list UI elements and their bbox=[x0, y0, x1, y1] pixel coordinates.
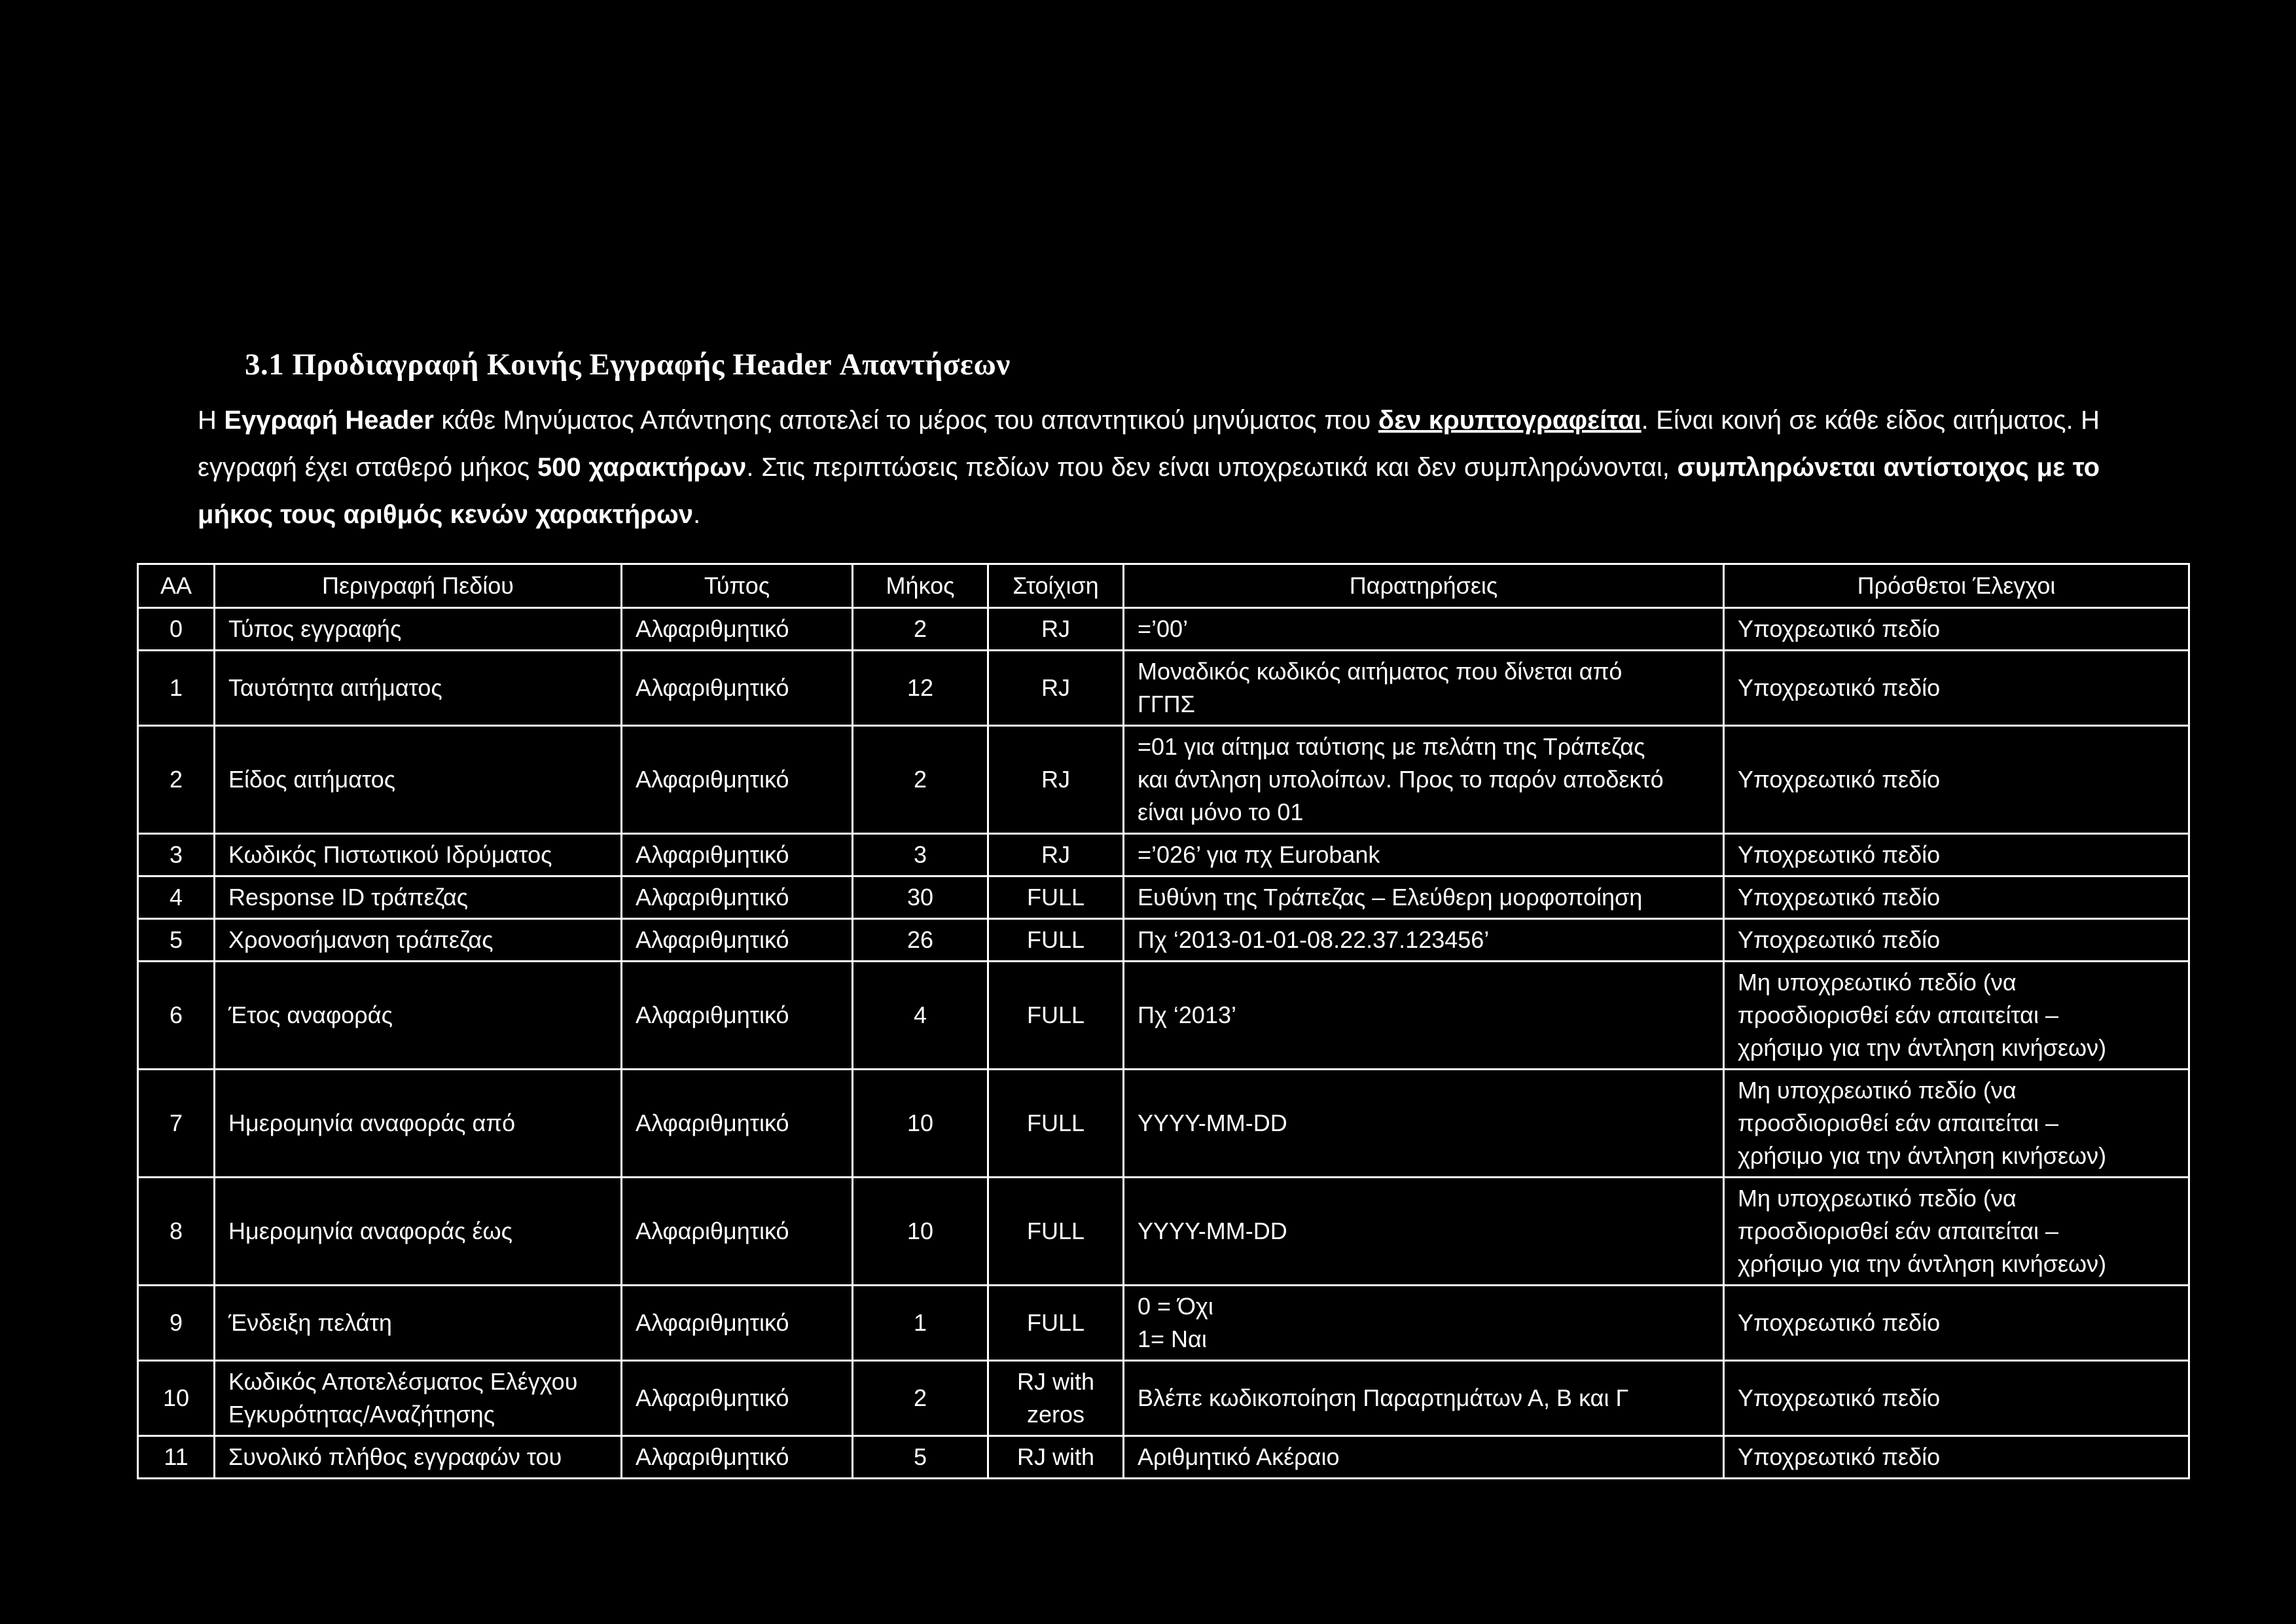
alignment-cell: RJ bbox=[988, 834, 1124, 876]
row-number-cell: 10 bbox=[138, 1361, 215, 1436]
length-cell: 3 bbox=[853, 834, 988, 876]
alignment-cell: FULL bbox=[988, 1178, 1124, 1286]
alignment-cell: FULL bbox=[988, 876, 1124, 919]
table-row bbox=[138, 1286, 2189, 1361]
remarks-cell: Πχ ‘2013-01-01-08.22.37.123456’ bbox=[1124, 919, 1724, 962]
column-header: Στοίχιση bbox=[988, 564, 1124, 608]
row-number-cell: 7 bbox=[138, 1070, 215, 1178]
remarks-cell: Ευθύνη της Τράπεζας – Ελεύθερη μορφοποίηση bbox=[1124, 876, 1724, 919]
remarks-cell: =’026’ για πχ Eurobank bbox=[1124, 834, 1724, 876]
alignment-cell: RJ with zeros bbox=[988, 1361, 1124, 1436]
checks-cell: Υποχρεωτικό πεδίο bbox=[1724, 834, 2189, 876]
checks-cell: Μη υποχρεωτικό πεδίο (να προσδιορισθεί εάν απαιτείται – χρήσιμο για την άντληση κινήσεων) bbox=[1724, 1070, 2189, 1178]
column-header: Πρόσθετοι Έλεγχοι bbox=[1724, 564, 2189, 608]
type-cell: Αλφαριθμητικό bbox=[622, 608, 853, 651]
type-cell: Αλφαριθμητικό bbox=[622, 1286, 853, 1361]
length-cell: 2 bbox=[853, 726, 988, 834]
type-cell: Αλφαριθμητικό bbox=[622, 834, 853, 876]
remarks-cell: 0 = Όχι 1= Ναι bbox=[1124, 1286, 1724, 1361]
table-row bbox=[138, 834, 2189, 876]
checks-cell: Μη υποχρεωτικό πεδίο (να προσδιορισθεί εάν απαιτείται – χρήσιμο για την άντληση κινήσεων) bbox=[1724, 1178, 2189, 1286]
length-cell: 4 bbox=[853, 962, 988, 1070]
field-description-cell: Είδος αιτήματος bbox=[215, 726, 622, 834]
length-cell: 2 bbox=[853, 608, 988, 651]
column-header: ΑΑ bbox=[138, 564, 215, 608]
table-header bbox=[138, 564, 2189, 608]
field-description-cell: Τύπος εγγραφής bbox=[215, 608, 622, 651]
type-cell: Αλφαριθμητικό bbox=[622, 876, 853, 919]
field-description-cell: Χρονοσήμανση τράπεζας bbox=[215, 919, 622, 962]
alignment-cell: RJ bbox=[988, 651, 1124, 726]
row-number-cell: 6 bbox=[138, 962, 215, 1070]
field-description-cell: Ταυτότητα αιτήματος bbox=[215, 651, 622, 726]
column-header: Τύπος bbox=[622, 564, 853, 608]
field-description-cell: Συνολικό πλήθος εγγραφών του bbox=[215, 1436, 622, 1479]
type-cell: Αλφαριθμητικό bbox=[622, 726, 853, 834]
type-cell: Αλφαριθμητικό bbox=[622, 1361, 853, 1436]
length-cell: 10 bbox=[853, 1070, 988, 1178]
field-description-cell: Έτος αναφοράς bbox=[215, 962, 622, 1070]
field-description-cell: Κωδικός Πιστωτικού Ιδρύματος bbox=[215, 834, 622, 876]
alignment-cell: FULL bbox=[988, 962, 1124, 1070]
intro-text-1: Η bbox=[198, 406, 224, 435]
remarks-cell: Πχ ‘2013’ bbox=[1124, 962, 1724, 1070]
row-number-cell: 0 bbox=[138, 608, 215, 651]
column-header: Παρατηρήσεις bbox=[1124, 564, 1724, 608]
remarks-cell: =’00’ bbox=[1124, 608, 1724, 651]
table-row bbox=[138, 651, 2189, 726]
type-cell: Αλφαριθμητικό bbox=[622, 651, 853, 726]
type-cell: Αλφαριθμητικό bbox=[622, 1436, 853, 1479]
checks-cell: Υποχρεωτικό πεδίο bbox=[1724, 919, 2189, 962]
intro-text-2: κάθε Μηνύματος Απάντησης αποτελεί το μέρος του απαντητικού μηνύματος που bbox=[433, 406, 1378, 435]
intro-paragraph bbox=[198, 397, 2100, 538]
type-cell: Αλφαριθμητικό bbox=[622, 919, 853, 962]
checks-cell: Μη υποχρεωτικό πεδίο (να προσδιορισθεί εάν απαιτείται – χρήσιμο για την άντληση κινήσεων) bbox=[1724, 962, 2189, 1070]
field-description-cell: Response ID τράπεζας bbox=[215, 876, 622, 919]
alignment-cell: RJ with bbox=[988, 1436, 1124, 1479]
remarks-cell: YYYY-MM-DD bbox=[1124, 1070, 1724, 1178]
checks-cell: Υποχρεωτικό πεδίο bbox=[1724, 1361, 2189, 1436]
length-cell: 12 bbox=[853, 651, 988, 726]
column-header: Περιγραφή Πεδίου bbox=[215, 564, 622, 608]
section-heading: 3.1 Προδιαγραφή Κοινής Εγγραφής Header Απαντήσεων bbox=[245, 348, 1011, 382]
alignment-cell: RJ bbox=[988, 608, 1124, 651]
remarks-cell: Αριθμητικό Ακέραιο bbox=[1124, 1436, 1724, 1479]
remarks-cell: Βλέπε κωδικοποίηση Παραρτημάτων Α, Β και Γ bbox=[1124, 1361, 1724, 1436]
table-row bbox=[138, 1178, 2189, 1286]
field-description-cell: Ένδειξη πελάτη bbox=[215, 1286, 622, 1361]
checks-cell: Υποχρεωτικό πεδίο bbox=[1724, 726, 2189, 834]
alignment-cell: FULL bbox=[988, 1286, 1124, 1361]
length-cell: 2 bbox=[853, 1361, 988, 1436]
table-row bbox=[138, 1361, 2189, 1436]
table-row bbox=[138, 876, 2189, 919]
field-description-cell: Κωδικός Αποτελέσματος Ελέγχου Εγκυρότητας/Αναζήτησης bbox=[215, 1361, 622, 1436]
length-cell: 26 bbox=[853, 919, 988, 962]
checks-cell: Υποχρεωτικό πεδίο bbox=[1724, 876, 2189, 919]
type-cell: Αλφαριθμητικό bbox=[622, 1070, 853, 1178]
checks-cell: Υποχρεωτικό πεδίο bbox=[1724, 608, 2189, 651]
row-number-cell: 4 bbox=[138, 876, 215, 919]
column-header: Μήκος bbox=[853, 564, 988, 608]
alignment-cell: RJ bbox=[988, 726, 1124, 834]
table-row bbox=[138, 1436, 2189, 1479]
field-description-cell: Ημερομηνία αναφοράς από bbox=[215, 1070, 622, 1178]
length-cell: 1 bbox=[853, 1286, 988, 1361]
checks-cell: Υποχρεωτικό πεδίο bbox=[1724, 1286, 2189, 1361]
length-cell: 10 bbox=[853, 1178, 988, 1286]
checks-cell: Υποχρεωτικό πεδίο bbox=[1724, 1436, 2189, 1479]
table-row bbox=[138, 919, 2189, 962]
remarks-cell: =01 για αίτημα ταύτισης με πελάτη της Τράπεζας και άντληση υπολοίπων. Προς το παρόν αποδεκτό είναι μόνο το 01 bbox=[1124, 726, 1724, 834]
row-number-cell: 11 bbox=[138, 1436, 215, 1479]
remarks-cell: YYYY-MM-DD bbox=[1124, 1178, 1724, 1286]
checks-cell: Υποχρεωτικό πεδίο bbox=[1724, 651, 2189, 726]
intro-bold-header: Εγγραφή Header bbox=[224, 406, 434, 435]
type-cell: Αλφαριθμητικό bbox=[622, 1178, 853, 1286]
row-number-cell: 9 bbox=[138, 1286, 215, 1361]
table-row bbox=[138, 726, 2189, 834]
header-spec-table bbox=[137, 563, 2190, 1479]
length-cell: 30 bbox=[853, 876, 988, 919]
type-cell: Αλφαριθμητικό bbox=[622, 962, 853, 1070]
row-number-cell: 3 bbox=[138, 834, 215, 876]
intro-underlined-not-encrypted: δεν κρυπτογραφείται bbox=[1378, 406, 1641, 435]
alignment-cell: FULL bbox=[988, 919, 1124, 962]
table-row bbox=[138, 962, 2189, 1070]
intro-text-4: . Στις περιπτώσεις πεδίων που δεν είναι υποχρεωτικά και δεν συμπληρώνονται, bbox=[746, 453, 1677, 482]
remarks-cell: Μοναδικός κωδικός αιτήματος που δίνεται από ΓΓΠΣ bbox=[1124, 651, 1724, 726]
table-header-row bbox=[138, 564, 2189, 608]
row-number-cell: 8 bbox=[138, 1178, 215, 1286]
alignment-cell: FULL bbox=[988, 1070, 1124, 1178]
intro-text-3: . Είναι κοινή σε κάθε είδος αιτήματος. Η εγγραφή έχει σταθερό μήκος bbox=[198, 406, 2100, 482]
row-number-cell: 1 bbox=[138, 651, 215, 726]
field-description-cell: Ημερομηνία αναφοράς έως bbox=[215, 1178, 622, 1286]
row-number-cell: 5 bbox=[138, 919, 215, 962]
intro-text-5: . bbox=[693, 500, 701, 529]
intro-bold-length: 500 χαρακτήρων bbox=[537, 453, 747, 482]
intro-bold-padding: συμπληρώνεται αντίστοιχος με το μήκος τους αριθμός κενών χαρακτήρων bbox=[198, 453, 2100, 529]
table-row bbox=[138, 1070, 2189, 1178]
table-row bbox=[138, 608, 2189, 651]
row-number-cell: 2 bbox=[138, 726, 215, 834]
length-cell: 5 bbox=[853, 1436, 988, 1479]
table-body bbox=[138, 608, 2189, 1479]
